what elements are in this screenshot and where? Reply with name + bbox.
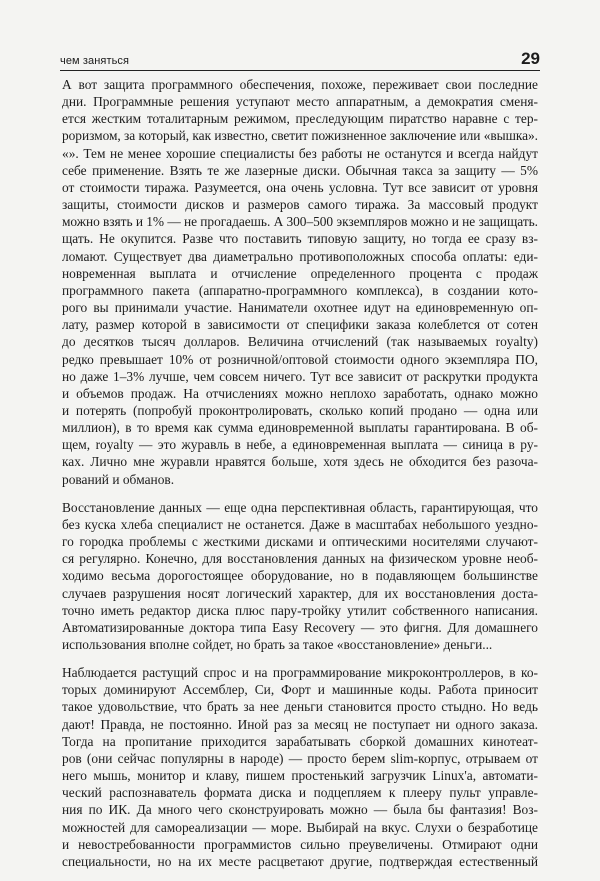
text-line: Автоматизированные доктора типа Easy Recovery — это фигня. Для домашнего xyxy=(62,619,538,635)
text-line: редко превышает 10% от розничной/оптовой стоимости одного экземпляра ПО, xyxy=(62,351,538,367)
running-header xyxy=(60,46,540,71)
text-line: использования вполне сойдет, но брать за такое «восстановление» деньги... xyxy=(62,637,493,652)
text-line: торых доминируют Ассемблер, Си, Форт и машинные коды. Работа приносит xyxy=(62,682,538,698)
paragraph-microcontrollers xyxy=(62,664,538,870)
text-line: от стоимости тиража. Разумеется, она очень условна. Тут все зависит от уровня xyxy=(62,179,538,195)
text-line: такое удовольствие, что брать за нее деньги становится просто стыдно. Но ведь xyxy=(62,699,538,715)
text-line: ров (они сейчас популярны в народе) — просто берем slim-корпус, отрываем от xyxy=(62,750,538,766)
text-line: А вот защита программного обеспечения, похоже, переживает свои последние xyxy=(62,77,538,92)
text-line: можно взять и 1% — не прогадаешь. А 300–500 экземпляров можно и не защищать. xyxy=(62,214,538,230)
text-line: ломают. Существует два диаметрально противоположных способа оплаты: еди- xyxy=(62,248,538,264)
text-line: го городка проблемы с жесткими дисками и оптическими носителями случают- xyxy=(62,534,538,550)
text-line: «». Тем не менее хорошие специалисты без работы не останутся и всегда найдут xyxy=(62,145,538,161)
text-line: Восстановление данных — еще одна перспективная область, гарантирующая, что xyxy=(62,499,538,515)
text-line: точно иметь редактор диска плюс пару-тройку утилит собственного написания. xyxy=(62,602,538,618)
text-line: новременная выплата и отчисление определенного процента с продаж xyxy=(62,265,538,281)
text-line: миллион), в то время как сумма единовременной выплаты гарантирована. В об- xyxy=(62,420,538,436)
text-line: но даже 1–3% лучше, чем совсем ничего. Тут все зависит от раскрутки продукта xyxy=(62,368,538,384)
text-line: программного пакета (аппаратно-программного комплекса), в создании кото- xyxy=(62,282,538,298)
text-line: Наблюдается растущий спрос и на программирование микроконтроллеров, в ко- xyxy=(62,665,538,681)
text-line: лату, размер которой в зависимости от специфики заказа колеблется от сотен xyxy=(62,317,538,333)
text-line: дни. Программные решения уступают место аппаратным, а демократия сменя- xyxy=(62,94,538,110)
text-line: ется жестким тоталитарным режимом, преследующим пиратство наравне с тер- xyxy=(62,111,538,127)
text-line: щем, royalty — это журавль в небе, а единовременная выплата — синица в ру- xyxy=(62,437,538,453)
text-line: него мышь, монитор и клаву, пишем простенький загрузчик Linux'а, автомати- xyxy=(62,768,538,784)
paragraph-software-protection xyxy=(62,76,538,488)
text-line: дают! Правда, не постоянно. Иной раз за месяц не поступает ни одного заказа. xyxy=(62,716,538,732)
text-line: себе применение. Взять те же лазерные диски. Обычная такса за защиту — 5% xyxy=(62,162,538,178)
text-line: рого вы принимали участие. Наниматели охотнее идут на единовременную оп- xyxy=(62,300,538,316)
page-number: 29 xyxy=(521,49,540,68)
section-title: чем заняться xyxy=(60,55,130,67)
text-line: случаев разрушения носят логический характер, для их восстановления доста- xyxy=(62,585,538,601)
text-line: и объемов продаж. На отчислениях можно неплохо заработать, однако можно xyxy=(62,385,538,401)
text-line: защиты, стоимости дисков и размеров самого тиража. За массовый продукт xyxy=(62,197,538,213)
text-line: роризмом, за который, как известно, светит пожизненное заключение или «вышка». xyxy=(62,128,538,144)
paragraph-data-recovery xyxy=(62,499,538,653)
text-line: рований и обманов. xyxy=(62,471,175,487)
text-line: ческий распознаватель формата диска и подцепляем к плееру пульт управле- xyxy=(62,785,538,801)
text-line: можностей для самореализации — море. Выбирай на вкус. Слухи о безработице xyxy=(62,819,538,835)
text-line: ния по ИК. Да много чего сконструировать можно — была бы фантазия! Воз- xyxy=(62,802,538,818)
text-line: ках. Лично мне журавли нравятся больше, хотя здесь не обходится без разоча- xyxy=(62,454,538,470)
text-line: ходимо весьма дорогостоящее оборудование, но в подавляющем большинстве xyxy=(62,568,538,584)
text-line: до десятков тысяч долларов. Величина отчислений (так называемых royalty) xyxy=(62,334,538,350)
text-line: ся регулярно. Конечно, для восстановления данных на физическом уровне необ- xyxy=(62,551,538,567)
text-line: Тогда на пропитание приходится зарабатывать сборкой домашних кинотеат- xyxy=(62,733,538,749)
text-line: специальности, но на их месте расцветают другие, подтверждая естественный xyxy=(62,853,538,869)
body-text xyxy=(62,76,538,881)
text-line: без куска хлеба специалист не останется. Даже в масштабах небольшого уездно- xyxy=(62,516,538,532)
text-line: и потерять (попробуй проконтролировать, сколько копий продано — одна или xyxy=(62,402,538,418)
text-line: и невостребованности программистов сильно преувеличены. Отмирают одни xyxy=(62,836,538,852)
text-line: щать. Не окупится. Разве что поставить типовую защиту, но тогда ее сразу вз- xyxy=(62,231,538,247)
